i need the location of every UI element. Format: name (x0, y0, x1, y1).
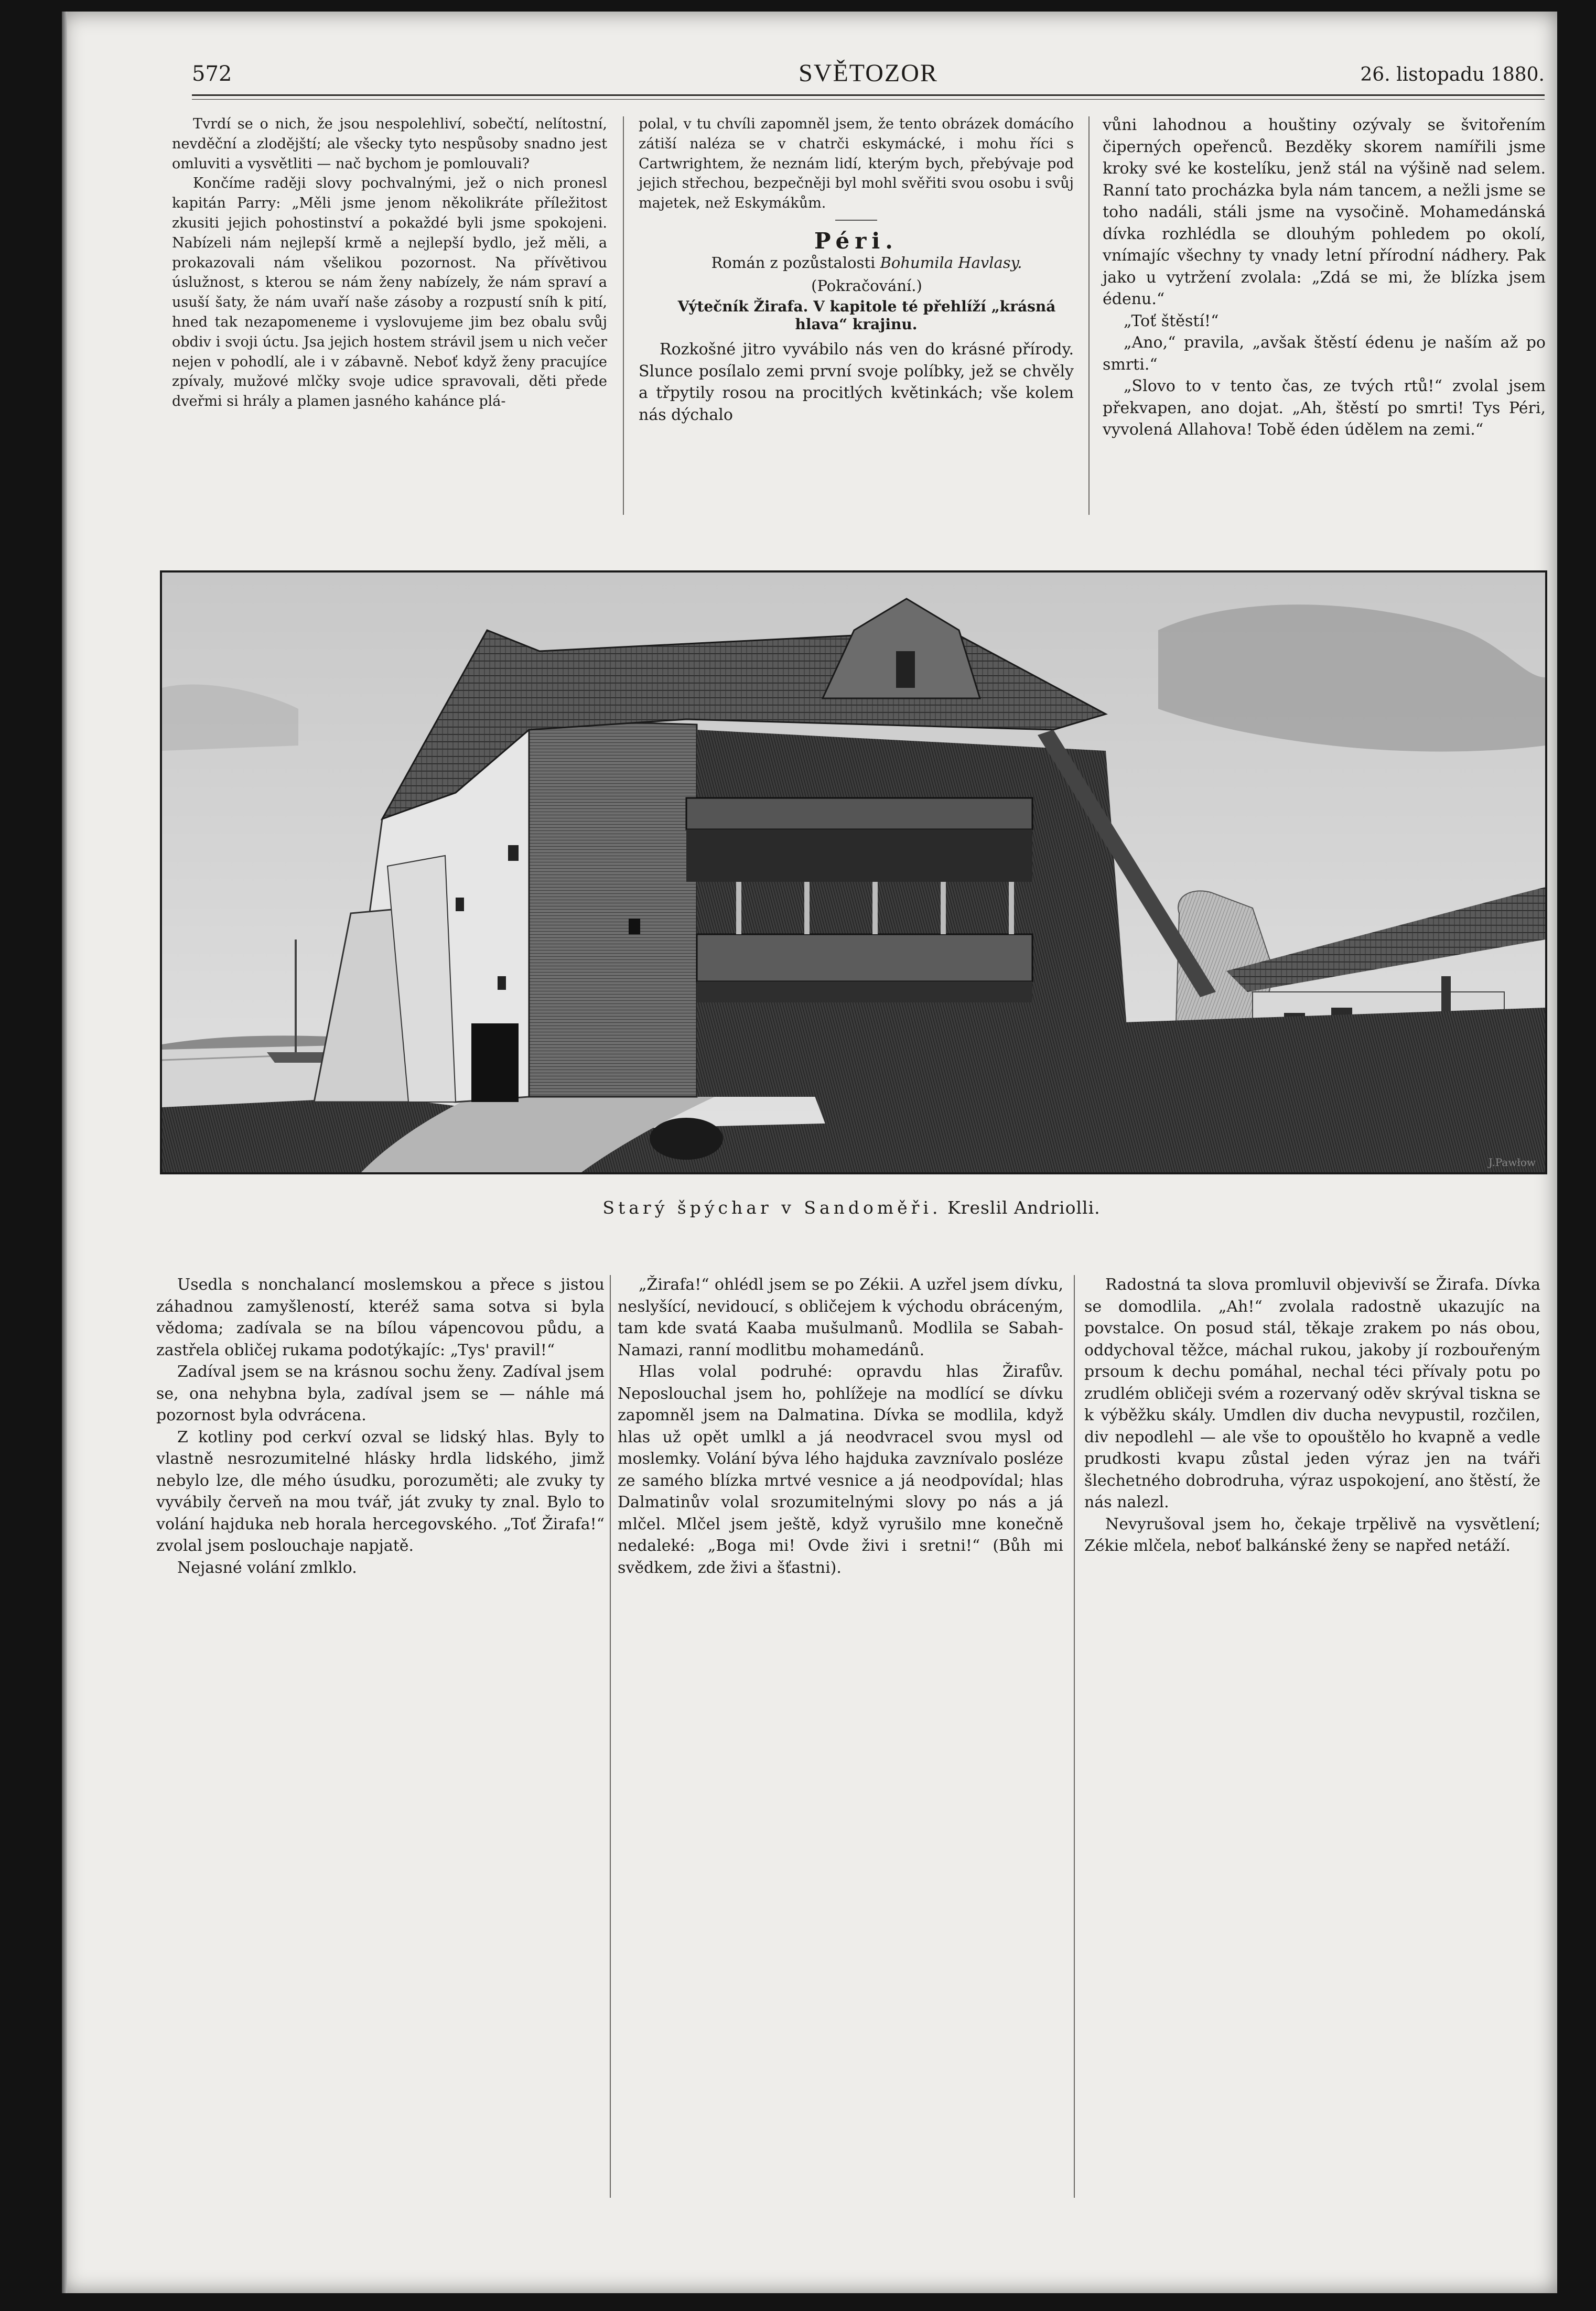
paragraph: Nejasné volání zmlklo. (177, 1558, 357, 1577)
artist-signature: J.Pawłow (1488, 1156, 1536, 1169)
article-column-2 (639, 114, 1074, 426)
novel-subtitle-prefix: Román z pozůstalosti (711, 253, 880, 272)
granary-window (629, 919, 640, 934)
gallery-shadow (686, 829, 1032, 882)
article-column-5 (618, 1274, 1063, 1579)
paragraph: Končíme raději slovy pochvalnými, jež o nich pronesl kapitán Parry: „Měli jsme jenom několikráte příležitost zkusiti jejich pohostinství a pokaždé byli jsme spokojeni. Nabízeli nám nejlepší krmě a nejlepší bydlo, jež měli, a prokazovali nám všelikou pozornost. Na přívětivou úslužnost, s kterou se nám ženy nabízely, že nám spraví a usuší šaty, že nám uvaří naše zásoby a rozpustí sníh k pití, hned tak nezapomeneme i vyslovujeme jim bez obalu svůj obdiv i svoji úctu. Jsa jejich hostem strávil jsem u nich večer nejen v pohodlí, ale i v zábavně. Neboť když ženy pracujíce zpívaly, mužové mlčky svoje udice spravovali, děti přede dveřmi si hrály a plamen jasného kahánce plá- (172, 175, 607, 410)
horse-cart (650, 1118, 723, 1160)
engraving-illustration (160, 570, 1547, 1174)
column-divider (610, 1275, 611, 2198)
column-divider (1088, 116, 1090, 515)
paragraph: Zadíval jsem se na krásnou sochu ženy. Zadíval jsem se, ona nehybna byla, zadíval jsem se — náhle má pozornost byla odvrácena. (156, 1363, 605, 1424)
novel-title: Péri. (814, 228, 898, 254)
paragraph: „Toť štěstí!“ (1124, 311, 1219, 330)
granary-window (456, 898, 464, 911)
column-divider (623, 116, 624, 515)
boat (267, 1052, 330, 1063)
paragraph: Usedla s nonchalancí moslemskou a přece s jistou záhadnou zamyšleností, kteréž sama sotva si byla vědoma; zadívala se na bílou vápencovou půdu, a zastřela obličej rukama podotýkajíc: „Tys' pravil!“ (156, 1276, 605, 1359)
granary-side-wall (529, 719, 697, 1097)
paragraph: „Slovo to v tento čas, ze tvých rtů!“ zvolal jsem překvapen, ano dojat. „Ah, štěstí po smrti! Tys Péri, vyvolená Allahova! Tobě éden údělem na zemi.“ (1103, 377, 1546, 439)
upper-gallery (686, 798, 1032, 829)
section-divider (835, 220, 877, 221)
article-column-4 (156, 1274, 605, 1579)
novel-author: Bohumila Havlasy. (880, 253, 1022, 272)
chapter-heading: Výtečník Žirafa. V kapitole té přehlíží „krásná hlava“ krajinu. (677, 298, 1056, 333)
illustration-caption (160, 1197, 1543, 1218)
gable-window (896, 651, 915, 688)
article-column-3 (1103, 114, 1546, 441)
lower-gallery (697, 934, 1032, 981)
paragraph: Rozkošné jitro vyvábilo nás ven do krásné přírody. Slunce posílalo zemi první svoje políbky, jež se chvěly a třpytily rosou na procitlých květinkách; vše kolem nás dýchalo (639, 340, 1074, 424)
masthead-title: SVĚTOZOR (799, 59, 938, 87)
header-rule (192, 94, 1545, 100)
granary-window (508, 845, 519, 861)
novel-subtitle (639, 253, 1074, 273)
paragraph: „Žirafa!“ ohlédl jsem se po Zékii. A uzřel jsem dívku, neslyšící, nevidoucí, s obličejem k východu obráceným, tam kde svatá Kaaba mušulmanů. Modlila se Sabah-Namazi, ranní modlitbu mohamedánů. (618, 1276, 1063, 1359)
issue-date: 26. listopadu 1880. (1360, 64, 1545, 85)
novel-heading (639, 228, 1074, 333)
granary-engraving (162, 573, 1545, 1172)
paragraph: Radostná ta slova promluvil objevivší se Žirafa. Dívka se domodlila. „Ah!“ zvolala radostně ukazujíc na povstalce. On posud stál, těkaje zrakem po nás obou, oddychoval těžce, máchal rukou, jakoby jí rozbouřeným prsoum k dechu pomáhal, nechal téci přívaly potu po zrudlém obličeji svém a rozervaný oděv skrýval tiskna se k výběžku skály. Umdlen div ducha nevypustil, rozčilen, div nepodlehl — ale vše to opouštělo ho kvapně a vedle prudkosti kvapu zůstal jeden výraz jen na tváři šlechetného dobrodruha, výraz uspokojení, ano štěstí, že nás nalezl. (1084, 1276, 1540, 1511)
paragraph: „Ano,“ pravila, „avšak štěstí édenu je naším až po smrti.“ (1103, 333, 1546, 374)
paragraph: Nevyrušoval jsem ho, čekaje trpělivě na vysvětlení; Zékie mlčela, neboť balkánské ženy se napřed netáží. (1084, 1515, 1540, 1555)
paragraph: Tvrdí se o nich, že jsou nespolehliví, sobečtí, nelítostní, nevděční a zlodějští; ale všecky tyto nespůsoby snadno jest omluviti a vysvětliti — nač bychom je pomlouvali? (172, 116, 607, 172)
granary-window (498, 976, 506, 990)
newspaper-page (62, 12, 1557, 2293)
paragraph: vůni lahodnou a houštiny ozývaly se švitořením čiperných opeřenců. Bezděky skorem namířili jsme kroky své ke kostelíku, jenž stál na výšině nad selem. Ranní tato procházka byla nám tancem, a nežli jsme se toho nadáli, stáli jsme na vysočině. Mohamedánská dívka rozhlédla se dlouhým pohledem po okolí, vnímajíc všechny ty vnady letní přírodní nádhery. Pak jako u vytržení zvolala: „Zdá se mi, že blízka jsem édenu.“ (1103, 116, 1546, 308)
paragraph: polal, v tu chvíli zapomněl jsem, že tento obrázek domácího zátiší naléza se v chatrči eskymácké, i mohu říci s Cartwrightem, že neznám lidí, kterým bych, přebývaje pod jejich střechou, bezpečněji byl mohl svěřiti svou osobu i svůj majetek, než Eskymákům. (639, 116, 1074, 212)
lower-gallery-eave (697, 981, 1032, 1002)
archway (471, 1023, 519, 1102)
page-number: 572 (192, 62, 232, 86)
caption-credit: Kreslil Andriolli. (947, 1197, 1101, 1218)
caption-title: Starý špýchar v Sandoměři. (602, 1197, 942, 1218)
continuation-note: (Pokračování.) (811, 276, 922, 295)
paragraph: Z kotliny pod cerkví ozval se lidský hlas. Byly to vlastně nesrozumitelné hlásky hrdla lidského, jimž nebylo lze, dle mého úsudku, porozuměti; ale zvuky ty vyvábily červeň na mou tvář, ját zvuky ty znal. Bylo to volání hajduka neb horala hercegovského. „Toť Žirafa!“ zvolal jsem poslouchaje napjatě. (156, 1428, 605, 1555)
article-column-6 (1084, 1274, 1540, 1557)
paragraph: Hlas volal podruhé: opravdu hlas Žirafův. Neposlouchal jsem ho, pohlížeje na modlící se dívku zapomněl jsem na Dalmatina. Dívka se modlila, když hlas už opět umlkl a já neodvracel svou mysl od moslemky. Volání býva lého hajduka zavznívalo posléze ze samého blízka mrtvé vesnice a já neodpovídal; hlas Dalmatinův volal srozumitelnými slovy po nás a já mlčel. Mlčel jsem ještě, když vyrušilo mne konečně nedaleké: „Boga mi! Ovde živi i sretni!“ (Bůh mi svědkem, zde živi a šťastni). (618, 1363, 1063, 1577)
column-divider (1074, 1275, 1075, 2198)
article-column-1 (172, 114, 607, 412)
page-header (192, 59, 1545, 93)
granary-shadow-wall (697, 730, 1132, 1097)
